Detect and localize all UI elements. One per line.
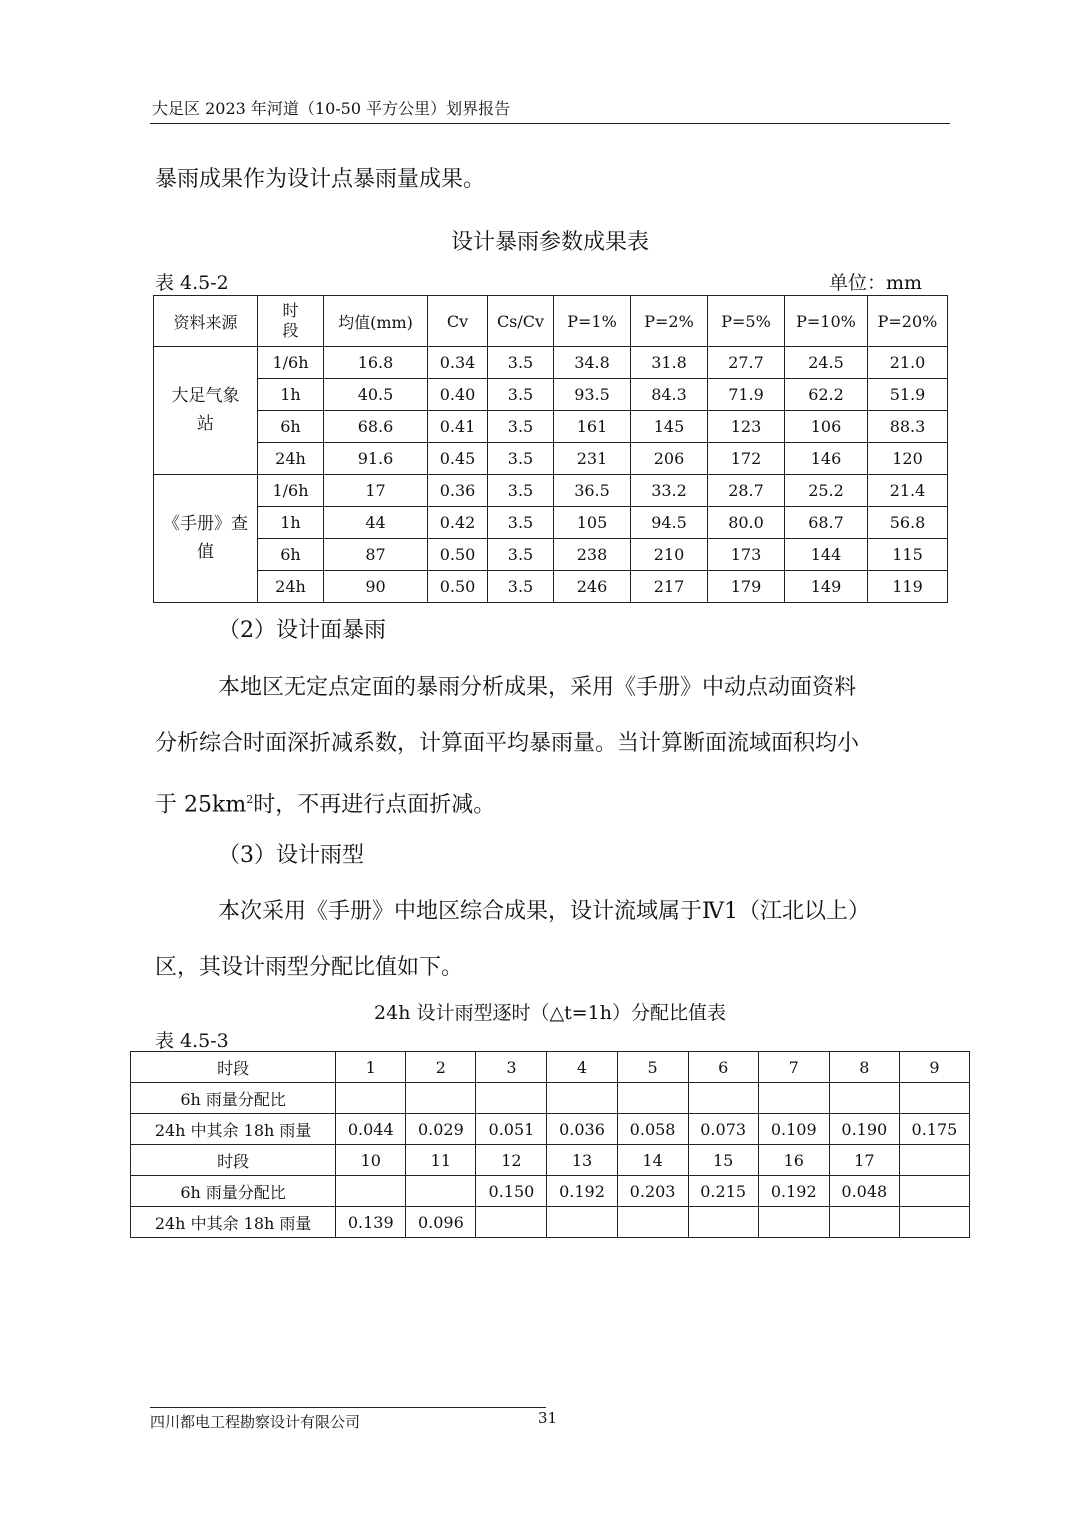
footer-company: 四川都电工程勘察设计有限公司 [150, 1413, 361, 1431]
table1-row [154, 443, 948, 475]
table2-cell: 6 [688, 1052, 758, 1083]
table1-cell: 3.5 [488, 347, 554, 379]
table1-cell: 3.5 [488, 379, 554, 411]
table2-row-label: 时段 [131, 1052, 336, 1083]
table1-cell: 3.5 [488, 475, 554, 507]
section2-para-line3 [155, 785, 495, 820]
superscript-2: 2 [246, 793, 254, 806]
table2-cell [899, 1145, 969, 1176]
table1-cell: 246 [554, 571, 631, 603]
table1-cell: 44 [324, 507, 428, 539]
table2-cell: 14 [617, 1145, 688, 1176]
table1-label: 表 4.5-2 [155, 272, 229, 294]
table1-header-cell: Cs/Cv [488, 296, 554, 347]
storm-parameter-table [153, 295, 948, 603]
table2-row-label: 6h 雨量分配比 [131, 1176, 336, 1207]
section2-para-line2: 分析综合时面深折减系数，计算面平均暴雨量。当计算断面流域面积均小 [155, 731, 860, 756]
table1-cell: 68.6 [324, 411, 428, 443]
table1-cell: 1h [258, 507, 324, 539]
table2-cell: 10 [336, 1145, 406, 1176]
table2-cell [336, 1083, 406, 1114]
table1-cell: 94.5 [631, 507, 708, 539]
table1-cell: 36.5 [554, 475, 631, 507]
table1-cell: 0.41 [428, 411, 488, 443]
table2-cell [547, 1207, 617, 1238]
table2-cell [688, 1083, 758, 1114]
table1-row [154, 379, 948, 411]
table1-source-cell [154, 475, 258, 603]
table2-cell: 0.139 [336, 1207, 406, 1238]
table2-cell: 0.058 [617, 1114, 688, 1145]
table2-cell: 7 [758, 1052, 829, 1083]
table1-cell: 93.5 [554, 379, 631, 411]
table2-row [131, 1083, 970, 1114]
table2-cell [547, 1083, 617, 1114]
table1-header-row [154, 296, 948, 347]
footer-divider [150, 1407, 546, 1408]
section3-para-line1: 本次采用《手册》中地区综合成果，设计流域属于Ⅳ1（江北以上） [218, 899, 870, 924]
table2-cell: 0.203 [617, 1176, 688, 1207]
table1-cell: 80.0 [708, 507, 785, 539]
table1-cell: 3.5 [488, 571, 554, 603]
rain-pattern-table [130, 1051, 970, 1238]
table1-cell: 33.2 [631, 475, 708, 507]
table1-cell: 238 [554, 539, 631, 571]
header-divider [150, 123, 950, 124]
table2-cell [688, 1207, 758, 1238]
table1-cell: 90 [324, 571, 428, 603]
table1-cell: 3.5 [488, 411, 554, 443]
table1-header-cell: 均值(mm) [324, 296, 428, 347]
table2-row [131, 1114, 970, 1145]
table2-cell [899, 1083, 969, 1114]
table2-cell: 0.051 [476, 1114, 547, 1145]
table1-header-cell [258, 296, 324, 347]
table1-cell: 31.8 [631, 347, 708, 379]
table1-cell: 0.50 [428, 539, 488, 571]
table2-cell: 0.073 [688, 1114, 758, 1145]
table1-header-text: 时段 [282, 301, 299, 340]
table1-cell: 120 [868, 443, 948, 475]
table1-cell: 24h [258, 571, 324, 603]
table1-cell: 145 [631, 411, 708, 443]
table1-cell: 24.5 [785, 347, 868, 379]
table2-cell: 5 [617, 1052, 688, 1083]
table2-cell [758, 1083, 829, 1114]
table2-cell: 17 [829, 1145, 899, 1176]
table2-cell: 0.029 [406, 1114, 476, 1145]
table1-row [154, 347, 948, 379]
table2-cell: 2 [406, 1052, 476, 1083]
table1-row [154, 539, 948, 571]
table1-cell: 25.2 [785, 475, 868, 507]
table1-header-cell: P=1% [554, 296, 631, 347]
table2-cell [476, 1207, 547, 1238]
table1-cell: 123 [708, 411, 785, 443]
table2-cell [617, 1207, 688, 1238]
table1-cell: 27.7 [708, 347, 785, 379]
table1-cell: 62.2 [785, 379, 868, 411]
page-number: 31 [538, 1409, 558, 1427]
table2-row-label: 24h 中其余 18h 雨量 [131, 1207, 336, 1238]
table1-cell: 172 [708, 443, 785, 475]
table2-label: 表 4.5-3 [155, 1030, 229, 1052]
table2-row [131, 1176, 970, 1207]
table1-cell: 149 [785, 571, 868, 603]
table1-header-cell: P=10% [785, 296, 868, 347]
table1-header-cell: P=2% [631, 296, 708, 347]
table2-cell: 0.175 [899, 1114, 969, 1145]
table2-cell [829, 1207, 899, 1238]
table2-title: 24h 设计雨型逐时（△t=1h）分配比值表 [374, 1002, 726, 1024]
section3-para-line2: 区，其设计雨型分配比值如下。 [155, 955, 464, 980]
table1-unit: 单位：mm [828, 272, 922, 294]
table2-cell: 0.150 [476, 1176, 547, 1207]
table1-cell: 217 [631, 571, 708, 603]
table2-cell: 3 [476, 1052, 547, 1083]
table1-cell: 231 [554, 443, 631, 475]
table1-cell: 173 [708, 539, 785, 571]
table1-cell: 84.3 [631, 379, 708, 411]
table1-cell: 0.42 [428, 507, 488, 539]
table1-cell: 3.5 [488, 443, 554, 475]
table2-cell: 4 [547, 1052, 617, 1083]
table2-cell: 11 [406, 1145, 476, 1176]
table2-cell: 0.048 [829, 1176, 899, 1207]
table1-cell: 21.4 [868, 475, 948, 507]
table2-cell: 15 [688, 1145, 758, 1176]
table2-cell [336, 1176, 406, 1207]
table1-cell: 6h [258, 539, 324, 571]
table1-row [154, 571, 948, 603]
area-text-tail: 时，不再进行点面折减。 [253, 792, 496, 818]
table1-row [154, 475, 948, 507]
table2-cell: 0.215 [688, 1176, 758, 1207]
table1-cell: 0.45 [428, 443, 488, 475]
table2-row-label: 6h 雨量分配比 [131, 1083, 336, 1114]
table1-cell: 91.6 [324, 443, 428, 475]
table2-cell [899, 1207, 969, 1238]
table2-row-label: 24h 中其余 18h 雨量 [131, 1114, 336, 1145]
section3-heading: （3）设计雨型 [218, 843, 364, 868]
table2-cell: 0.044 [336, 1114, 406, 1145]
table2-cell [829, 1083, 899, 1114]
page-header: 大足区 2023 年河道（10-50 平方公里）划界报告 [152, 99, 511, 118]
table2-cell: 9 [899, 1052, 969, 1083]
intro-line: 暴雨成果作为设计点暴雨量成果。 [155, 167, 486, 192]
table1-cell: 105 [554, 507, 631, 539]
table2-cell: 0.109 [758, 1114, 829, 1145]
table2-cell: 0.192 [547, 1176, 617, 1207]
table1-cell: 115 [868, 539, 948, 571]
table1-cell: 0.34 [428, 347, 488, 379]
table1-cell: 0.50 [428, 571, 488, 603]
table2-cell [899, 1176, 969, 1207]
table2-row [131, 1207, 970, 1238]
table1-cell: 161 [554, 411, 631, 443]
table1-cell: 56.8 [868, 507, 948, 539]
section2-heading: （2）设计面暴雨 [218, 618, 386, 643]
table1-cell: 119 [868, 571, 948, 603]
table1-title: 设计暴雨参数成果表 [450, 230, 649, 255]
table2-cell: 1 [336, 1052, 406, 1083]
table1-header-cell: 资料来源 [154, 296, 258, 347]
table1-cell: 87 [324, 539, 428, 571]
table1-cell: 17 [324, 475, 428, 507]
table1-cell: 146 [785, 443, 868, 475]
table1-cell: 1/6h [258, 475, 324, 507]
table2-cell: 0.192 [758, 1176, 829, 1207]
table2-cell: 0.036 [547, 1114, 617, 1145]
table1-source-cell [154, 347, 258, 475]
table2-cell [758, 1207, 829, 1238]
table1-cell: 21.0 [868, 347, 948, 379]
table1-cell: 3.5 [488, 507, 554, 539]
table2-cell: 13 [547, 1145, 617, 1176]
table1-cell: 51.9 [868, 379, 948, 411]
section2-para-line1: 本地区无定点定面的暴雨分析成果，采用《手册》中动点动面资料 [218, 675, 857, 700]
table1-cell: 106 [785, 411, 868, 443]
table1-cell: 210 [631, 539, 708, 571]
table1-cell: 88.3 [868, 411, 948, 443]
table1-cell: 28.7 [708, 475, 785, 507]
table1-cell: 71.9 [708, 379, 785, 411]
table1-cell: 206 [631, 443, 708, 475]
table1-cell: 0.36 [428, 475, 488, 507]
table1-cell: 16.8 [324, 347, 428, 379]
table2-cell: 16 [758, 1145, 829, 1176]
table2-cell: 0.190 [829, 1114, 899, 1145]
table1-header-cell: P=5% [708, 296, 785, 347]
table1-cell: 40.5 [324, 379, 428, 411]
table1-cell: 144 [785, 539, 868, 571]
table2-cell: 12 [476, 1145, 547, 1176]
table1-cell: 0.40 [428, 379, 488, 411]
table2-cell [617, 1083, 688, 1114]
table2-row [131, 1145, 970, 1176]
area-text: 于 25km [155, 792, 247, 818]
table1-cell: 24h [258, 443, 324, 475]
table2-cell [406, 1083, 476, 1114]
table1-source-text: 《手册》查值 [162, 514, 248, 562]
table1-header-cell: P=20% [868, 296, 948, 347]
table1-cell: 1/6h [258, 347, 324, 379]
table1-cell: 68.7 [785, 507, 868, 539]
table2-cell [406, 1176, 476, 1207]
table1-cell: 1h [258, 379, 324, 411]
table1-row [154, 507, 948, 539]
table2-cell [476, 1083, 547, 1114]
table1-header-cell: Cv [428, 296, 488, 347]
table1-cell: 6h [258, 411, 324, 443]
table1-row [154, 411, 948, 443]
table1-cell: 34.8 [554, 347, 631, 379]
table2-cell: 0.096 [406, 1207, 476, 1238]
table2-row-label: 时段 [131, 1145, 336, 1176]
table2-row [131, 1052, 970, 1083]
table1-cell: 3.5 [488, 539, 554, 571]
table2-cell: 8 [829, 1052, 899, 1083]
table1-source-text: 大足气象站 [171, 386, 240, 434]
table1-cell: 179 [708, 571, 785, 603]
